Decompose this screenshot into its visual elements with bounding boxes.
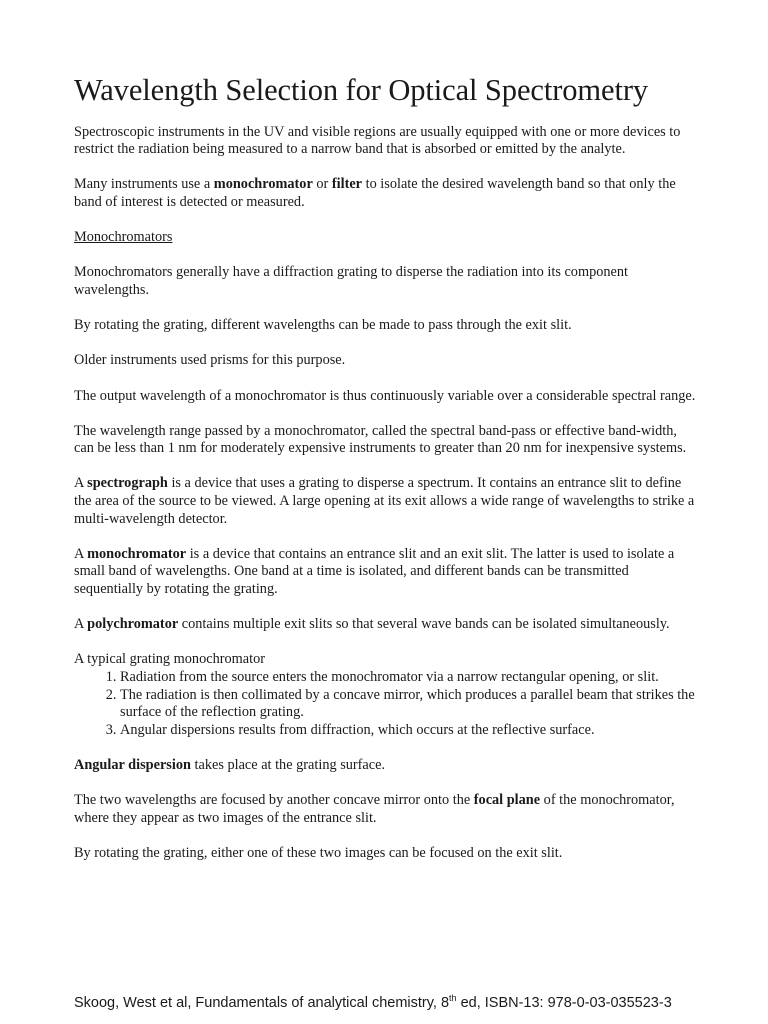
text-run: is a device that uses a grating to disperse a spectrum. It contains an entrance slit to define the area of the source to be viewed. A large opening at its exit allows a wide range of wavelengths to strike a multi-wavelength detector. — [74, 475, 695, 527]
paragraph-grating: Monochromators generally have a diffraction grating to disperse the radiation into its component wavelengths. — [74, 264, 628, 298]
spectrograph-paragraph — [74, 475, 696, 528]
numbered-list — [74, 669, 696, 739]
text-run: is a device that contains an entrance slit and an exit slit. The latter is used to isolate a small band of wavelengths. One band at a time is isolated, and different bands can be transmitted sequentially by rotating the grating. — [74, 545, 675, 598]
mono-filter-paragraph — [74, 176, 696, 211]
list-item: 2. The radiation is then collimated by a concave mirror, which produces a parallel beam that strikes the surface of the reflection grating. — [120, 687, 696, 722]
term-monochromator: monochromator — [213, 176, 313, 193]
text-run: Many instruments use a — [74, 176, 214, 193]
focal-plane-paragraph — [74, 792, 696, 827]
paragraph-output-wavelength: The output wavelength of a monochromator is thus continuously variable over a considerable spectral range. — [74, 387, 696, 404]
paragraph-rotating: By rotating the grating, different wavelengths can be made to pass through the exit slit. — [74, 317, 572, 334]
term-angular-dispersion: Angular dispersion — [74, 756, 191, 773]
text-run: A — [74, 475, 88, 492]
text-run: The two wavelengths are focused by another concave mirror onto the — [74, 792, 474, 809]
citation-text: Skoog, West et al, Fundamentals of analytical chemistry, 8 — [74, 995, 450, 1011]
text-run: A — [74, 545, 88, 562]
citation-superscript: th — [449, 993, 457, 1003]
text-run: A — [74, 616, 88, 633]
citation-text: ed, ISBN-13: 978-0-03-035523-3 — [456, 995, 672, 1011]
text-run: takes place at the grating surface. — [190, 756, 386, 773]
text-run: or — [312, 176, 332, 193]
polychromator-paragraph — [74, 616, 696, 634]
monochromator-definition-paragraph — [74, 546, 696, 599]
page-title: Wavelength Selection for Optical Spectrometry — [74, 73, 649, 107]
term-monochromator: monochromator — [87, 545, 187, 562]
text-run: contains multiple exit slits so that several wave bands can be isolated simultaneously. — [178, 616, 670, 633]
final-paragraph: By rotating the grating, either one of these two images can be focused on the exit slit. — [74, 844, 563, 861]
intro-paragraph: Spectroscopic instruments in the UV and visible regions are usually equipped with one or more devices to restrict the radiation being measured to a narrow band that is absorbed or emitted by the analyte. — [74, 123, 681, 158]
section-heading-monochromators — [74, 229, 696, 247]
text-run: to isolate the desired wavelength band so that only the band of interest is detected or measured. — [74, 176, 676, 210]
term-filter: filter — [331, 176, 363, 193]
paragraph-band-pass: The wavelength range passed by a monochromator, called the spectral band-pass or effective band-width, can be less than 1 nm for moderately expensive instruments to greater than 20 nm for inexpensive systems. — [74, 422, 687, 457]
section-heading-text: Monochromators — [74, 229, 173, 246]
term-polychromator: polychromator — [87, 616, 179, 633]
document-page — [74, 72, 696, 880]
citation-footer — [74, 993, 672, 1011]
list-intro: A typical grating monochromator — [74, 651, 265, 668]
text-run: of the monochromator, where they appear as two images of the entrance slit. — [74, 792, 675, 826]
term-focal-plane: focal plane — [473, 792, 541, 809]
list-item: 1. Radiation from the source enters the monochromator via a narrow rectangular opening, or slit. — [120, 669, 696, 687]
paragraph-prisms: Older instruments used prisms for this purpose. — [74, 352, 346, 369]
term-spectrograph: spectrograph — [87, 475, 168, 492]
angular-dispersion-paragraph — [74, 757, 696, 775]
list-item: 3. Angular dispersions results from diffraction, which occurs at the reflective surface. — [120, 722, 696, 740]
